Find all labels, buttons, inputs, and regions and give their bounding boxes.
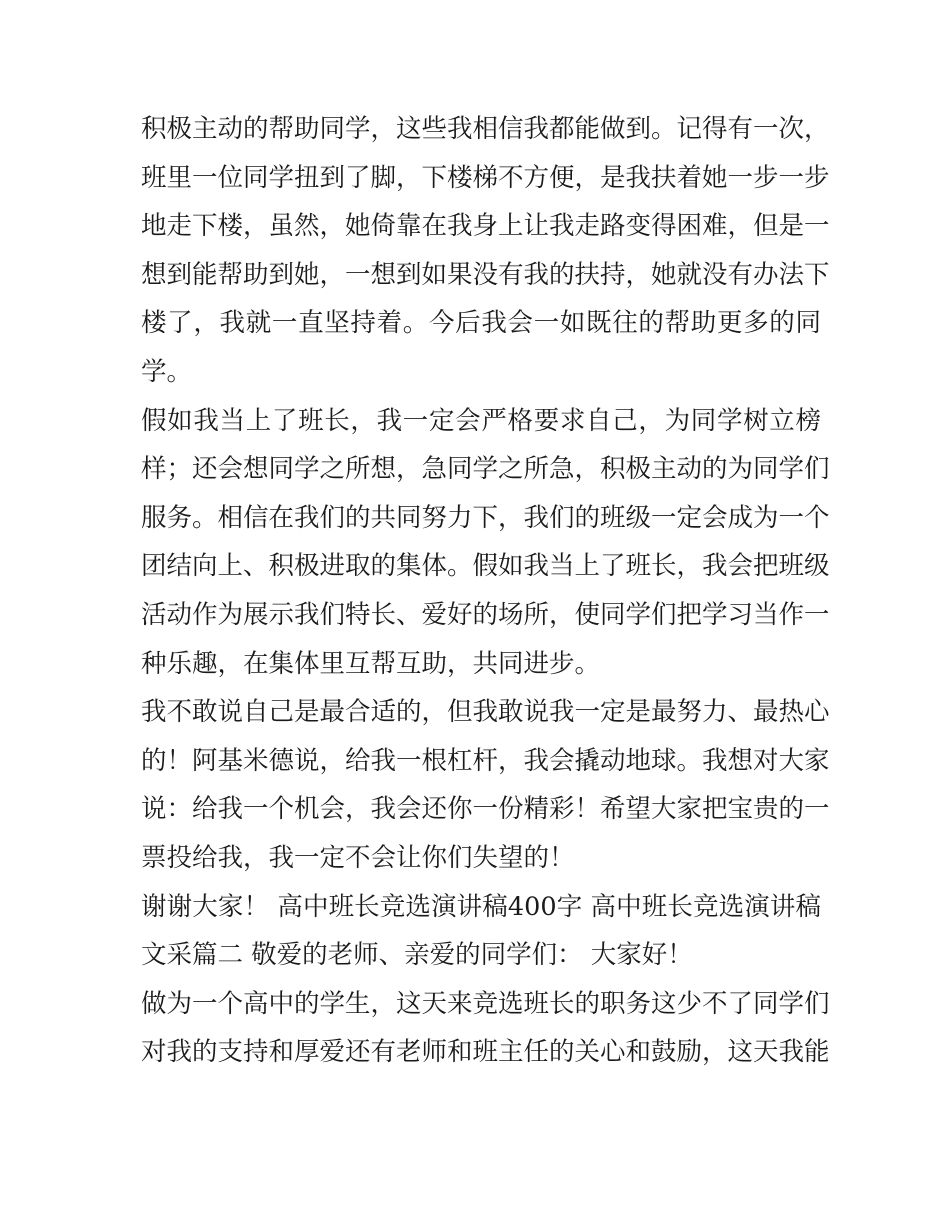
text-line: 谢谢大家！ 高中班长竞选演讲稿400字 高中班长竞选演讲稿 bbox=[141, 891, 821, 922]
text-line: 积极主动的帮助同学，这些我相信我都能做到。记得有一次， bbox=[141, 114, 830, 144]
text-line: 假如我当上了班长，我一定会严格要求自己，为同学树立榜 bbox=[141, 405, 821, 436]
text-line: 我不敢说自己是最合适的，但我敢说我一定是最努力、最热心 bbox=[141, 697, 830, 728]
text-line: 文采篇二 敬爱的老师、亲爱的同学们： 大家好！ bbox=[141, 940, 693, 971]
text-line: 想到能帮助到她，一想到如果没有我的扶持，她就没有办法下 bbox=[141, 259, 830, 290]
text-line: 学。 bbox=[141, 356, 193, 387]
document-body bbox=[141, 105, 830, 1077]
text-line: 说：给我一个机会，我会还你一份精彩！希望大家把宝贵的一 bbox=[141, 794, 830, 825]
text-line: 做为一个高中的学生，这天来竞选班长的职务这少不了同学们 bbox=[141, 988, 830, 1019]
text-line: 楼了，我就一直坚持着。今后我会一如既往的帮助更多的同 bbox=[141, 308, 821, 339]
text-line: 种乐趣，在集体里互帮互助，共同进步。 bbox=[141, 648, 601, 679]
text-line: 地走下楼，虽然，她倚靠在我身上让我走路变得困难，但是一 bbox=[141, 211, 830, 242]
text-line: 票投给我，我一定不会让你们失望的！ bbox=[141, 842, 575, 873]
text-line: 服务。相信在我们的共同努力下，我们的班级一定会成为一个 bbox=[141, 502, 830, 533]
text-line: 活动作为展示我们特长、爱好的场所，使同学们把学习当作一 bbox=[141, 599, 830, 630]
text-line: 班里一位同学扭到了脚，下楼梯不方便，是我扶着她一步一步 bbox=[141, 162, 830, 193]
text-line: 团结向上、积极进取的集体。假如我当上了班长，我会把班级 bbox=[141, 551, 830, 582]
text-line: 的！阿基米德说，给我一根杠杆，我会撬动地球。我想对大家 bbox=[141, 745, 830, 776]
text-line: 样；还会想同学之所想，急同学之所急，积极主动的为同学们 bbox=[141, 454, 830, 485]
text-line: 对我的支持和厚爱还有老师和班主任的关心和鼓励，这天我能 bbox=[141, 1037, 830, 1068]
